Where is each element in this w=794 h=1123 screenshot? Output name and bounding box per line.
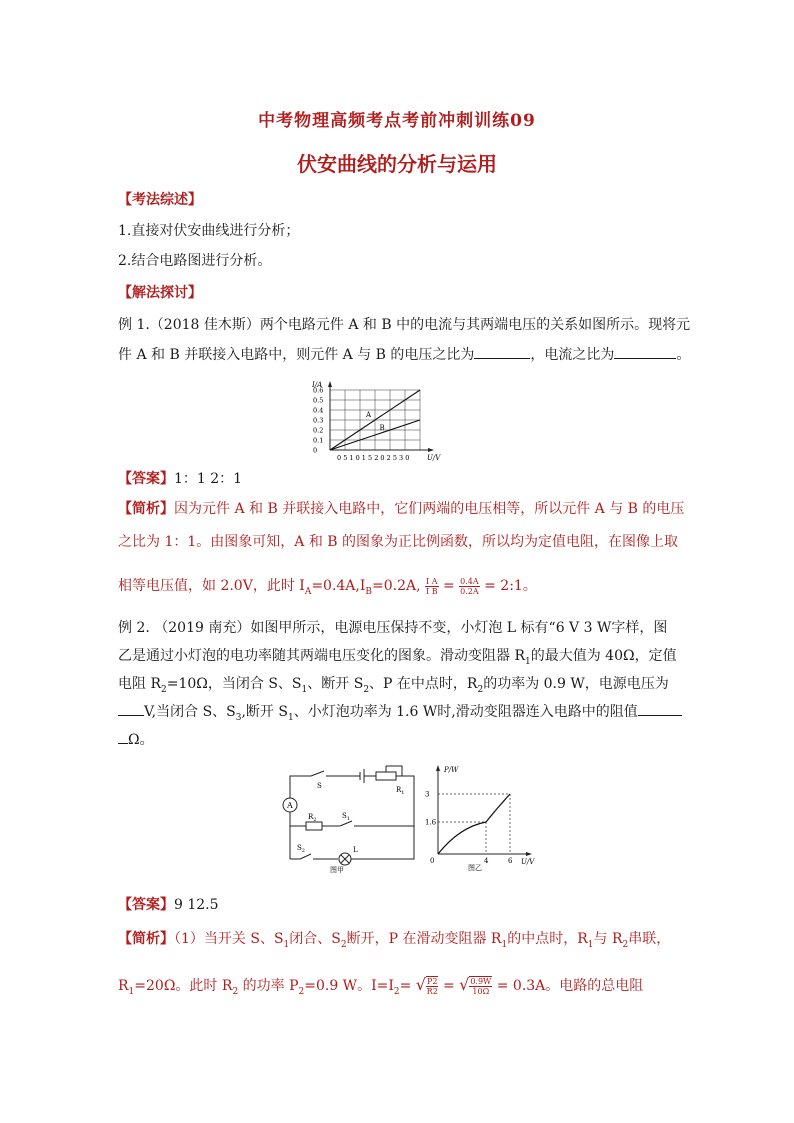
ex2-analysis-2: $R_1=20\Omega$。此时 $R_2$ 的功率 $P_2=0.9$ W。$I=I_2=$ √ $\frac{P2}{R2}$ = √ $\frac{0.9W}{10\Omega}$ = 0.3A。电路的总电阻 [118,975,644,997]
overview-item-2: 2.结合电路图进行分析。 [118,253,272,269]
ex2-line4: V,当闭合 S、$S_3$,断开 $S_1$、小灯泡功率为 1.6 W时,滑动变阻器连入电路中的阻值 [118,701,682,723]
switch-S [311,771,324,776]
ex1-answer: 【答案】1：1 2：1 [118,471,243,487]
label-R1: $R_1$ [396,786,405,796]
iu-ytick: 0.1 [313,436,324,445]
ex1-analysis-3: 相等电压值，如 2.0V，此时 $I_A=0.4A,I_B=0.2A$, $\frac{\text{I A}}{\text{I B}}$ = $\frac{0.4A}{0.2A}$ = 2:1。 [118,576,537,597]
iu-ytick: 0 [313,446,318,455]
ex1-line2: 件 A 和 B 并联接入电路中，则元件 A 与 B 的电压之比为 ，电流之比为 。 [118,344,690,364]
power-chart [420,760,545,876]
pu-ytick: 1.6 [425,818,437,827]
ex1-analysis-1: 【简析】因为元件 A 和 B 并联接入电路中，它们两端的电压相等，所以元件 A 与 B 的电压 [118,501,685,517]
iu-ylabel: I/A [312,381,323,389]
iu-ytick: 0.4 [313,406,324,415]
pu-curve [438,794,510,854]
page-title: 中考物理高频考点考前冲刺训练09 [258,111,536,131]
iu-series-label-B: B [379,424,385,432]
pu-ytick: 3 [425,790,430,799]
iu-xlabel: U/V [427,454,441,462]
caption-jia: 图甲 [330,866,344,874]
section-method: 【解法探讨】 [118,285,202,301]
ex2-answer: 【答案】9 12.5 [118,897,219,913]
iu-ytick: 0.5 [313,396,324,405]
pu-ylabel: P/W [444,766,459,774]
ex2-line5: Ω。 [118,729,154,749]
ex1-analysis-2: 之比为 1：1。由图象可知，A 和 B 的图象为正比例函数，所以均为定值电阻，在图像上取 [118,534,679,550]
iu-ytick: 0.2 [313,426,324,435]
section-overview: 【考法综述】 [118,192,202,208]
pu-xtick: 4 [484,857,489,865]
ex2-analysis-1: 【简析】（1）当开关 S、$S_1$闭合、$S_2$断开，P 在滑动变阻器 $R_1$的中点时，$R_1$与 $R_2$串联， [118,931,671,950]
pu-xtick: 6 [508,857,513,865]
label-S1: $S_1$ [342,812,350,822]
pu-xlabel: U/V [521,858,535,866]
ex1-line1: 例 1.（2018 佳木斯）两个电路元件 A 和 B 中的电流与其两端电压的关系如图所示。现将元 [118,317,691,333]
iu-xticks: 0 5 1 0 1 5 2 0 2 5 3 0 [337,454,410,462]
caption-yi: 图乙 [468,864,482,872]
iu-series-label-A: A [366,411,372,419]
ex2-line3: 电阻 $R_2=10\Omega$，当闭合 S、$S_1$、断开 $S_2$、P 在中点时，$R_2$的功率为 0.9 W，电源电压为 [118,676,669,695]
pu-origin: 0 [430,857,435,865]
circuit-diagram [278,764,428,876]
label-L: L [353,846,358,854]
ex2-line2: 乙是通过小灯泡的电功率随其两端电压变化的图象。滑动变阻器 $R_1$的最大值为 40Ω，定值 [118,648,677,667]
iu-ytick: 0.6 [313,386,324,395]
iu-ytick: 0.3 [313,416,324,425]
label-S: S [317,782,322,790]
ex2-line1: 例 2. （2019 南充）如图甲所示，电源电压保持不变，小灯泡 L 标有“6 V 3 W字样，图 [118,620,668,636]
page-subtitle: 伏安曲线的分析与运用 [297,152,497,176]
iu-chart [305,377,455,467]
label-S2: $S_2$ [297,844,305,854]
label-R2: $R_2$ [308,813,317,823]
label-A: A [287,801,293,810]
overview-item-1: 1.直接对伏安曲线进行分析； [118,223,300,239]
